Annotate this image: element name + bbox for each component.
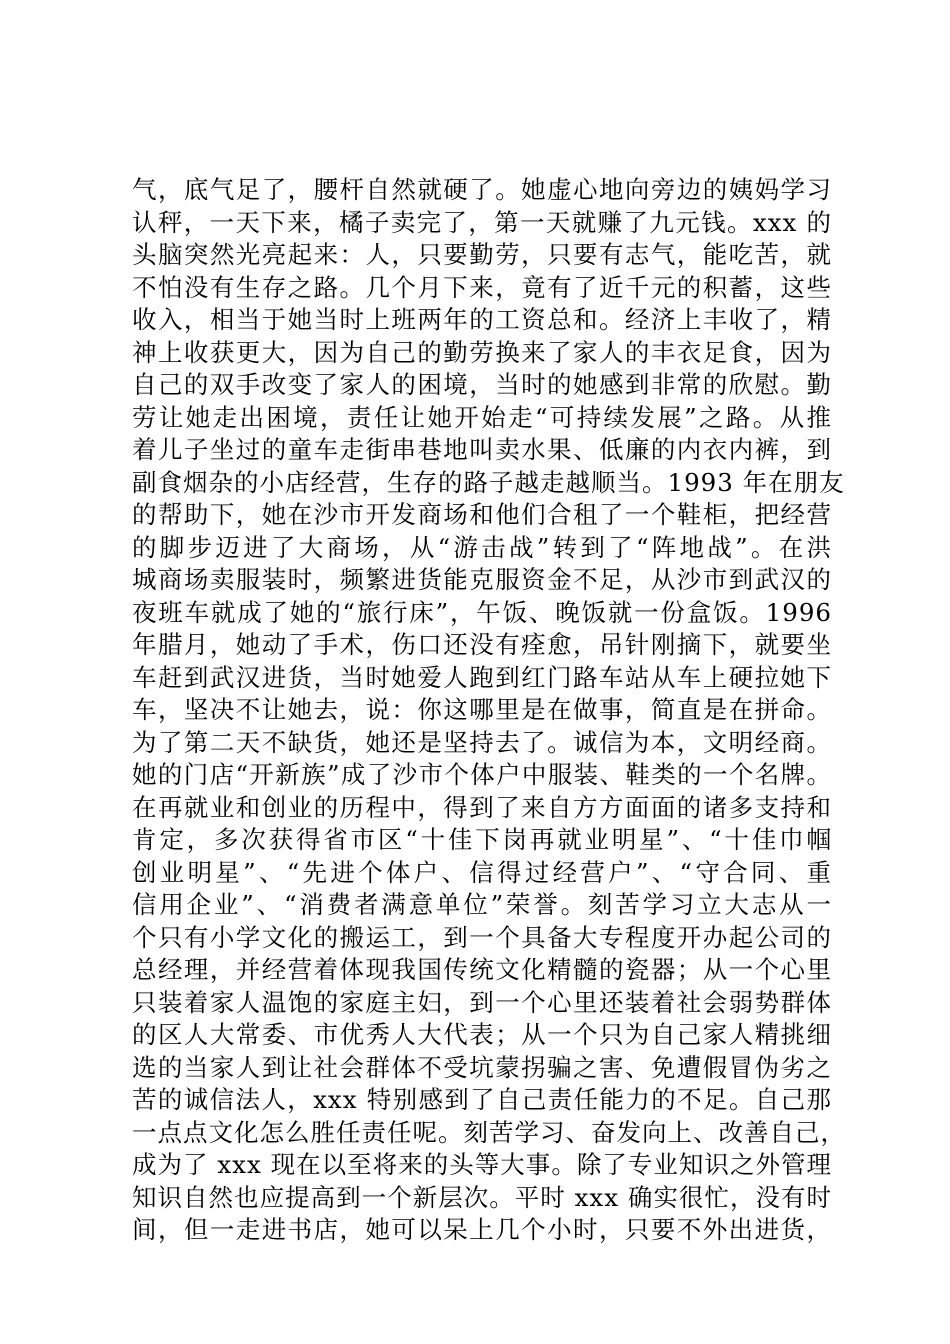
text-line: 选的当家人到让社会群体不受坑蒙拐骗之害、免遭假冒伪劣之 bbox=[132, 1052, 832, 1082]
text-line: 认秤，一天下来，橘子卖完了，第一天就赚了九元钱。xxx 的 bbox=[132, 207, 832, 237]
text-line: 知识自然也应提高到一个新层次。平时 xxx 确实很忙，没有时 bbox=[132, 1182, 832, 1212]
text-line: 不怕没有生存之路。几个月下来，竟有了近千元的积蓄，这些 bbox=[132, 272, 832, 302]
text-line: 她的门店“开新族”成了沙市个体户中服装、鞋类的一个名牌。 bbox=[132, 760, 832, 789]
text-line: 成为了 xxx 现在以至将来的头等大事。除了专业知识之外管理 bbox=[132, 1150, 832, 1179]
text-line: 的脚步迈进了大商场，从“游击战”转到了“阵地战”。在洪 bbox=[132, 532, 832, 562]
text-line: 副食烟杂的小店经营，生存的路子越走越顺当。1993 年在朋友 bbox=[132, 467, 845, 497]
text-line: 夜班车就成了她的“旅行床”，午饭、晚饭就一份盒饭。1996 bbox=[132, 597, 832, 627]
text-line: 城商场卖服装时，频繁进货能克服资金不足，从沙市到武汉的 bbox=[132, 565, 832, 594]
text-line: 苦的诚信法人，xxx 特别感到了自己责任能力的不足。自己那 bbox=[132, 1085, 832, 1114]
text-line: 在再就业和创业的历程中，得到了来自方方面面的诸多支持和 bbox=[132, 792, 832, 822]
text-line: 间，但一走进书店，她可以呆上几个小时，只要不外出进货， bbox=[132, 1215, 832, 1244]
text-line: 的区人大常委、市优秀人大代表；从一个只为自己家人精挑细 bbox=[132, 1020, 832, 1049]
text-line: 肯定，多次获得省市区“十佳下岗再就业明星”、“十佳巾帼 bbox=[132, 825, 832, 854]
text-line: 年腊月，她动了手术，伤口还没有痊愈，吊针刚摘下，就要坐 bbox=[132, 630, 832, 659]
text-line: 着儿子坐过的童车走街串巷地叫卖水果、低廉的内衣内裤，到 bbox=[132, 435, 832, 464]
text-line: 只装着家人温饱的家庭主妇，到一个心里还装着社会弱势群体 bbox=[132, 987, 832, 1017]
text-line: 头脑突然光亮起来：人，只要勤劳，只要有志气，能吃苦，就 bbox=[132, 240, 832, 269]
text-line: 信用企业”、“消费者满意单位”荣誉。刻苦学习立大志从一 bbox=[132, 890, 832, 919]
text-line: 车赶到武汉进货，当时她爱人跑到红门路车站从车上硬拉她下 bbox=[132, 662, 832, 692]
text-line: 创业明星”、“先进个体户、信得过经营户”、“守合同、重 bbox=[132, 857, 832, 887]
text-line: 收入，相当于她当时上班两年的工资总和。经济上丰收了，精 bbox=[132, 305, 832, 334]
text-line: 气，底气足了，腰杆自然就硬了。她虚心地向旁边的姨妈学习 bbox=[132, 175, 832, 204]
body-text bbox=[132, 174, 846, 1247]
text-line: 劳让她走出困境，责任让她开始走“可持续发展”之路。从推 bbox=[132, 402, 832, 432]
text-line: 为了第二天不缺货，她还是坚持去了。诚信为本，文明经商。 bbox=[132, 727, 832, 757]
text-line: 总经理，并经营着体现我国传统文化精髓的瓷器；从一个心里 bbox=[132, 955, 832, 984]
text-line: 一点点文化怎么胜任责任呢。刻苦学习、奋发向上、改善自己， bbox=[132, 1117, 846, 1147]
text-line: 个只有小学文化的搬运工，到一个具备大专程度开办起公司的 bbox=[132, 922, 832, 952]
text-line: 自己的双手改变了家人的困境，当时的她感到非常的欣慰。勤 bbox=[132, 370, 832, 399]
text-line: 神上收获更大，因为自己的勤劳换来了家人的丰衣足食，因为 bbox=[132, 337, 832, 367]
text-line: 车，坚决不让她去，说：你这哪里是在做事，简直是在拼命。 bbox=[132, 695, 832, 724]
text-line: 的帮助下，她在沙市开发商场和他们合租了一个鞋柜，把经营 bbox=[132, 500, 832, 529]
